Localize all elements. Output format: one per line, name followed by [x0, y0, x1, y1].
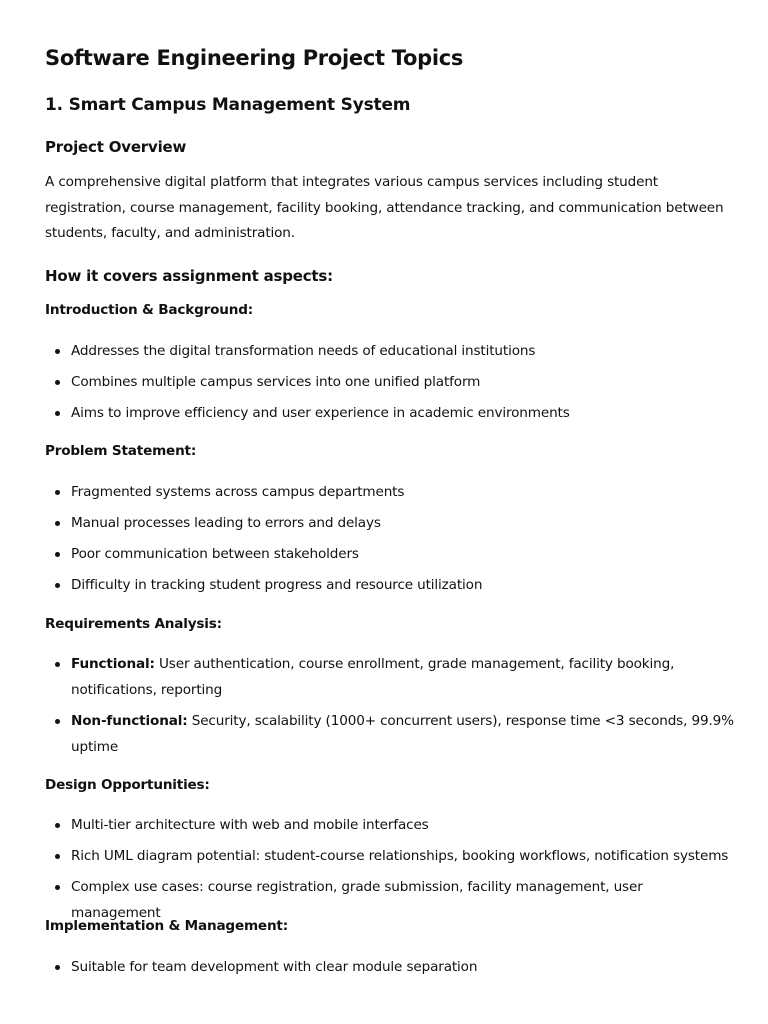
bullet-icon	[55, 411, 60, 416]
bullet-icon	[55, 662, 60, 667]
list-item: Combines multiple campus services into one unified platform	[45, 369, 735, 395]
bullet-icon	[55, 521, 60, 526]
list-item: Non-functional: Security, scalability (1000+ concurrent users), response time <3 seconds, 99.9% uptime	[45, 708, 735, 760]
bullet-icon	[55, 719, 60, 724]
list-item: Complex use cases: course registration, grade submission, facility management, user management	[45, 874, 735, 926]
overview-paragraph: A comprehensive digital platform that integrates various campus services including student registration, course management, facility booking, attendance tracking, and communication between students, faculty, and administration.	[45, 174, 724, 242]
problem-label: Problem Statement:	[45, 443, 197, 459]
list-item: Rich UML diagram potential: student-course relationships, booking workflows, notification systems	[45, 843, 735, 869]
bullet-icon	[55, 349, 60, 354]
bullet-icon	[55, 552, 60, 557]
requirements-label: Requirements Analysis:	[45, 616, 222, 632]
list-item: Addresses the digital transformation needs of educational institutions	[45, 338, 735, 364]
bullet-icon	[55, 965, 60, 970]
project-heading: 1. Smart Campus Management System	[45, 95, 411, 115]
list-item: Poor communication between stakeholders	[45, 541, 735, 567]
list-item: Multi-tier architecture with web and mobile interfaces	[45, 812, 735, 838]
list-item: Manual processes leading to errors and delays	[45, 510, 735, 536]
overview-heading: Project Overview	[45, 138, 187, 156]
list-item: Difficulty in tracking student progress and resource utilization	[45, 572, 735, 598]
bullet-icon	[55, 885, 60, 890]
intro-list	[45, 338, 735, 426]
list-item: Functional: User authentication, course enrollment, grade management, facility booking, notifications, reporting	[45, 651, 735, 703]
problem-list	[45, 479, 735, 598]
page-title: Software Engineering Project Topics	[45, 46, 464, 70]
design-label: Design Opportunities:	[45, 777, 210, 793]
design-list	[45, 812, 735, 926]
bullet-icon	[55, 823, 60, 828]
implementation-label: Implementation & Management:	[45, 918, 288, 934]
bullet-icon	[55, 854, 60, 859]
bullet-icon	[55, 380, 60, 385]
bullet-icon	[55, 490, 60, 495]
list-item: Suitable for team development with clear module separation	[45, 954, 735, 980]
list-item: Fragmented systems across campus departments	[45, 479, 735, 505]
requirements-list	[45, 651, 735, 760]
implementation-list	[45, 954, 735, 980]
list-item: Aims to improve efficiency and user experience in academic environments	[45, 400, 735, 426]
bullet-icon	[55, 583, 60, 588]
intro-label: Introduction & Background:	[45, 302, 253, 318]
aspects-heading: How it covers assignment aspects:	[45, 267, 333, 285]
